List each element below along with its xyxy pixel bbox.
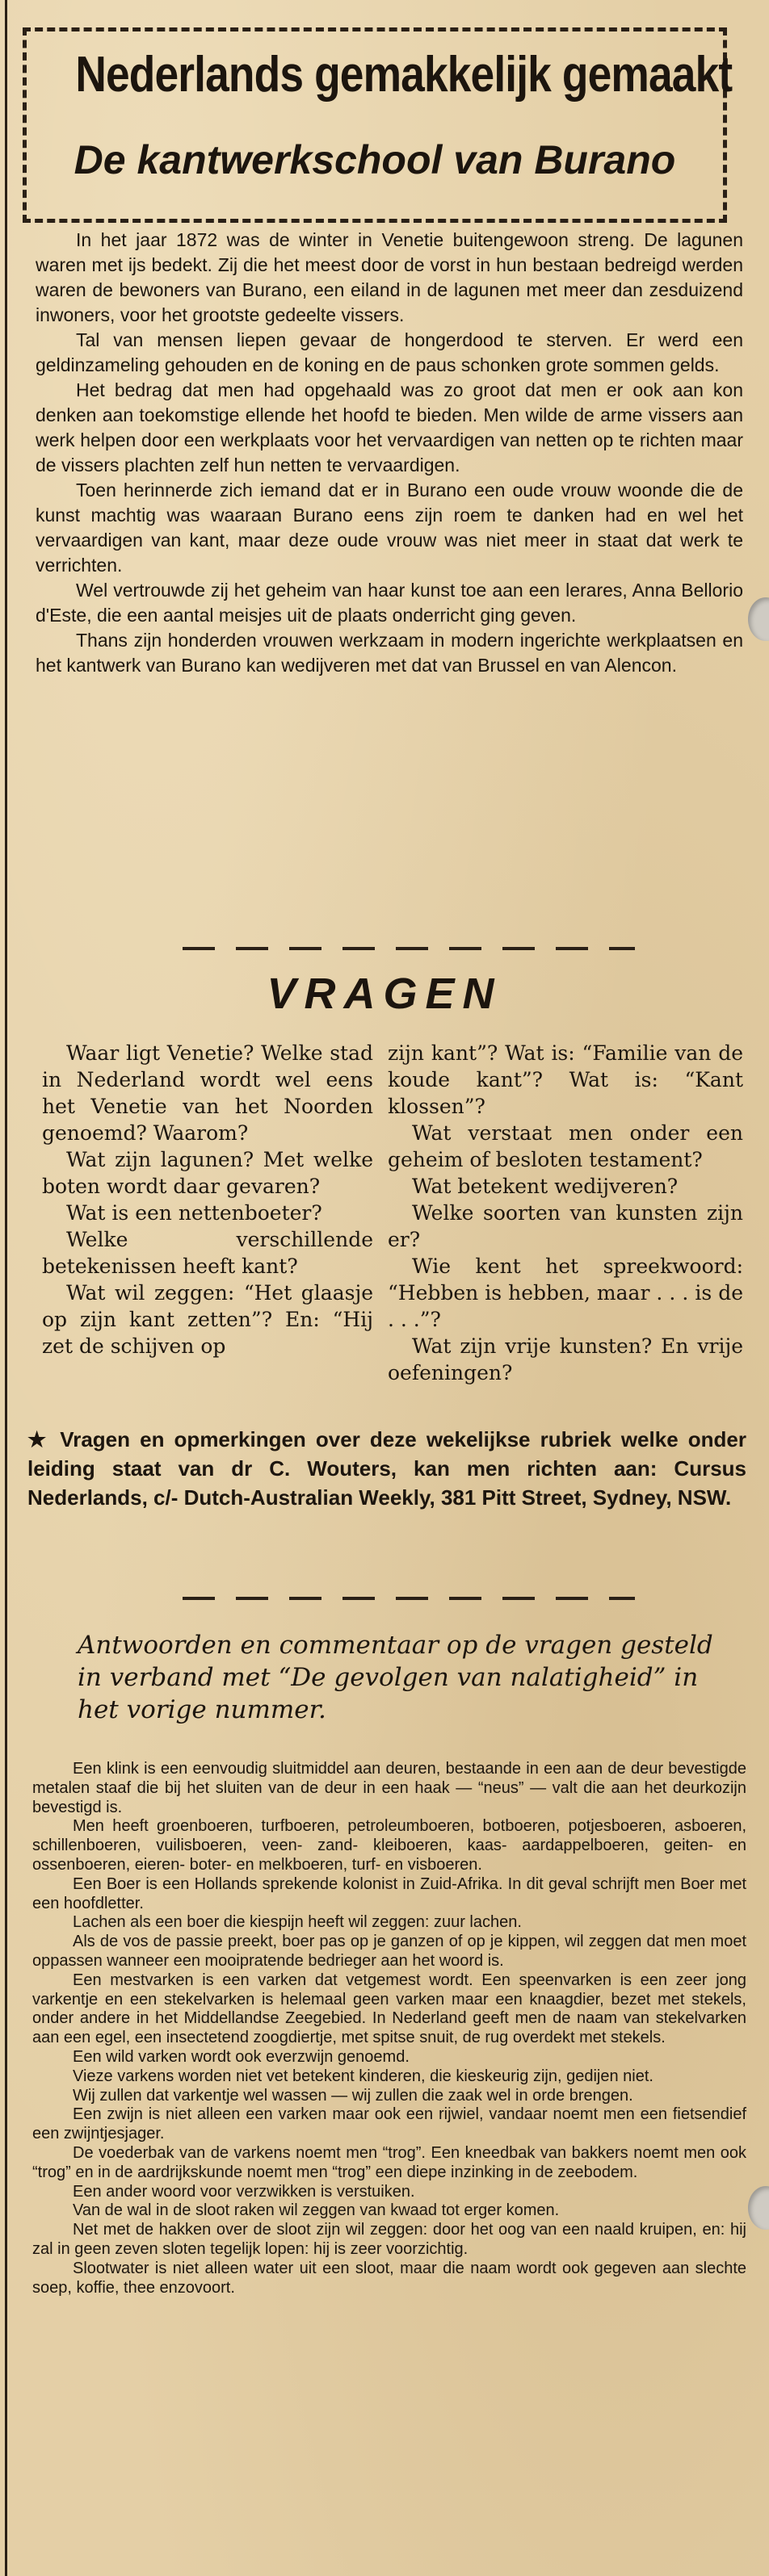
- question-paragraph: Wat zijn vrije kunsten? En vrije oefeningen?: [388, 1334, 743, 1384]
- answers-body: [32, 1760, 746, 2297]
- column-rule: [5, 0, 7, 2576]
- article-paragraph: Wel vertrouwde zij het geheim van haar kunst toe aan een lerares, Anna Bellorio d'Este, die een aantal meisjes uit de plaats onderricht ging geven.: [36, 580, 743, 626]
- question-paragraph: Welke verschillende betekenissen heeft kant?: [42, 1228, 373, 1278]
- answer-paragraph: Vieze varkens worden niet vet betekent kinderen, die kieskeurig zijn, gedijen niet.: [73, 2067, 653, 2085]
- article-body: [36, 228, 743, 678]
- question-paragraph: Wie kent het spreekwoord: “Hebben is hebben, maar . . . is de . . .”?: [388, 1254, 743, 1331]
- article-paragraph: Thans zijn honderden vrouwen werkzaam in modern ingerichte werkplaatsen en het kantwerk van Burano kan wedijveren met dat van Brussel en van Alencon.: [36, 630, 743, 676]
- answer-paragraph: Net met de hakken over de sloot zijn wil zeggen: door het oog van een naald kruipen, en: hij zal in geen zeven sloten tegelijk lopen: hij is zeer voorzichtig.: [32, 2221, 746, 2258]
- question-paragraph: Wat verstaat men onder een geheim of besloten testament?: [388, 1121, 743, 1171]
- article-paragraph: Toen herinnerde zich iemand dat er in Burano een oude vrouw woonde die de kunst machtig was waaraan Burano eens zijn roem te danken had en wel het vervaardigen van kant, maar deze oude vrouw was niet meer in staat dat werk te verrichten.: [36, 480, 743, 576]
- title-box: [23, 27, 733, 223]
- article-subtitle: De kantwerkschool van Burano: [74, 137, 676, 182]
- question-paragraph: Wat betekent wedijveren?: [412, 1175, 679, 1198]
- question-paragraph: Wat zijn lagunen? Met welke boten wordt daar gevaren?: [42, 1148, 373, 1198]
- answer-paragraph: Slootwater is niet alleen water uit een sloot, maar die naam wordt ook gegeven aan slechte soep, koffie, thee enzovoort.: [32, 2259, 746, 2297]
- answer-paragraph: Als de vos de passie preekt, boer pas op je ganzen of op je kippen, wil zeggen dat men moet oppassen wanneer een mooipratende bedrieger aan het woord is.: [32, 1933, 746, 1970]
- dash-divider: [183, 947, 635, 950]
- question-paragraph: Wat is een nettenboeter?: [66, 1201, 322, 1225]
- answer-paragraph: Men heeft groenboeren, turfboeren, petroleumboeren, botboeren, potjesboeren, asboeren, schillenboeren, vuilisboeren, veen- zand- kleiboeren, kaas- aardappelboeren, geiten- en ossenboeren, eieren- boter- en melkboeren, turf- en visboeren.: [32, 1817, 746, 1874]
- answer-paragraph: Een klink is een eenvoudig sluitmiddel aan deuren, bestaande in een aan de deur bevestigde metalen staaf die bij het sluiten van de deur in een haak — “neus” — valt die aan het deurkozijn bevestigd is.: [32, 1760, 746, 1816]
- answer-paragraph: Een zwijn is niet alleen een varken maar ook een rijwiel, vandaar noemt men een fietsendief een zwijntjesjager.: [32, 2105, 746, 2143]
- answer-paragraph: Van de wal in de sloot raken wil zeggen van kwaad tot erger komen.: [73, 2201, 560, 2220]
- contact-notice: ★ Vragen en opmerkingen over deze wekelijkse rubriek welke onder leiding staat van dr C. Wouters, kan men richten aan: Cursus Nederlands, c/- Dutch-Australian Weekly, 381 Pitt Street, Sydney, NSW.: [27, 1427, 746, 1510]
- question-paragraph: Wat wil zeggen: “Het glaasje op zijn kant zetten”? En: “Hij zet de schijven op: [42, 1281, 373, 1358]
- article-paragraph: Tal van mensen liepen gevaar de hongerdood te sterven. Er werd een geldinzameling gehouden en de koning en de paus schonken grote sommen gelds.: [36, 329, 743, 375]
- answer-paragraph: De voederbak van de varkens noemt men “trog”. Een kneedbak van bakkers noemt men ook “trog” en in de aardrijkskunde noemt men “trog” een diepe inzinking in de zeebodem.: [32, 2143, 746, 2181]
- dash-divider: [183, 1597, 635, 1600]
- question-paragraph: zijn kant”? Wat is: “Familie van de koude kant”? Wat is: “Kant klossen”?: [388, 1041, 743, 1118]
- answer-paragraph: Een mestvarken is een varken dat vetgemest wordt. Een speenvarken is een zeer jong varkentje en een stekelvarken is helemaal geen varken maar een knaagdier, bezet met stekels, onder andere in het Middellandse Zeegebied. In Nederland geeft men de naam van stekelvarken aan een egel, een insectetend zoogdiertje, met spitse snuit, de rug overdekt met stekels.: [32, 1971, 746, 2047]
- article-paragraph: In het jaar 1872 was de winter in Venetie buitengewoon streng. De lagunen waren met ijs bedekt. Zij die het meest door de vorst in hun bestaan bedreigd werden waren de bewoners van Burano, een eiland in de lagunen met meer dan zesduizend inwoners, voor het grootste gedeelte vissers.: [36, 229, 743, 325]
- questions-left-column: [42, 1040, 373, 1359]
- answer-paragraph: Een wild varken wordt ook everzwijn genoemd.: [73, 2047, 410, 2066]
- section-heading-vragen: VRAGEN: [267, 970, 502, 1018]
- answer-paragraph: Een Boer is een Hollands sprekende kolonist in Zuid-Afrika. In dit geval schrijft men Boer met een hoofdletter.: [32, 1874, 746, 1912]
- answers-heading: Antwoorden en commentaar op de vragen gesteld in verband met “De gevolgen van nalatigheid” in het vorige nummer.: [78, 1631, 713, 1724]
- answer-paragraph: Lachen als een boer die kiespijn heeft wil zeggen: zuur lachen.: [73, 1913, 522, 1932]
- page-title: Nederlands gemakkelijk gemaakt: [75, 47, 733, 103]
- answer-paragraph: Een ander woord voor verzwikken is verstuiken.: [73, 2182, 415, 2201]
- answer-paragraph: Wij zullen dat varkentje wel wassen — wij zullen die zaak wel in orde brengen.: [73, 2086, 633, 2105]
- question-paragraph: Waar ligt Venetie? Welke stad in Nederland wordt wel eens het Venetie van het Noorden genoemd? Waarom?: [42, 1041, 373, 1145]
- questions-right-column: [388, 1040, 743, 1386]
- question-paragraph: Welke soorten van kunsten zijn er?: [388, 1201, 743, 1251]
- article-paragraph: Het bedrag dat men had opgehaald was zo groot dat men er ook aan kon denken aan toekomstige ellende het hoofd te bieden. Men wilde de arme vissers aan werk helpen door een werkplaats voor het vervaardigen van netten op te richten maar de vissers plachten zelf hun netten te vervaardigen.: [36, 379, 743, 475]
